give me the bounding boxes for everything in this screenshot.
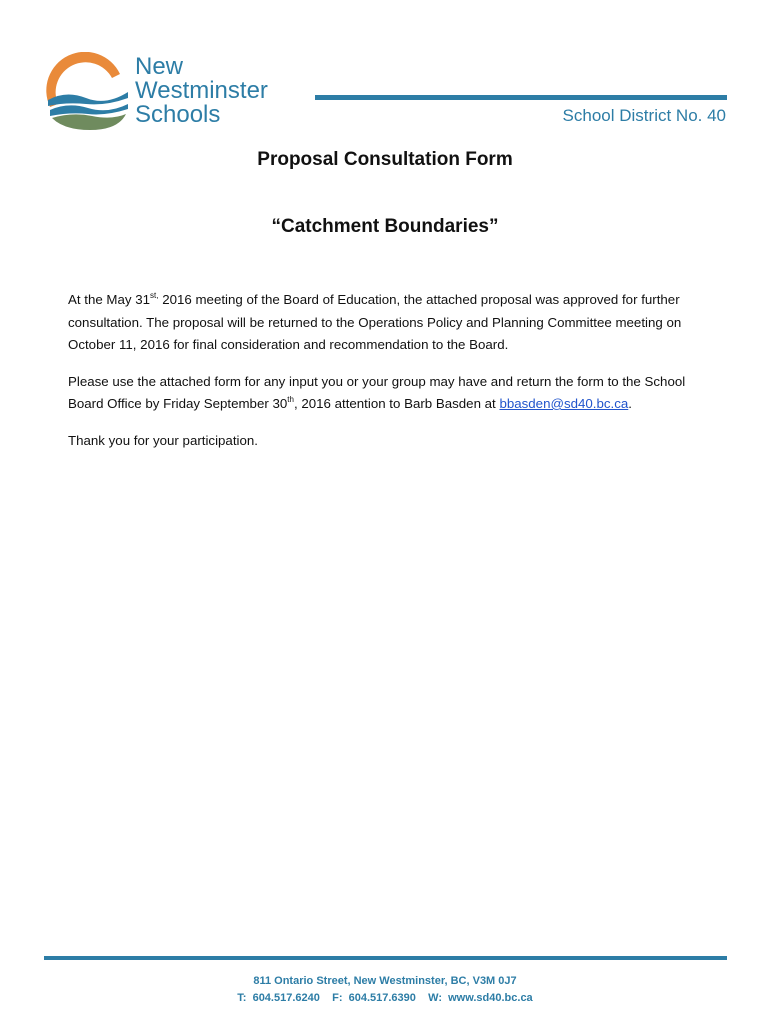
logo-line-1: New — [135, 53, 184, 80]
p1-superscript: st, — [150, 291, 159, 300]
paragraph-3: Thank you for your participation. — [68, 432, 258, 448]
paragraph-2 — [68, 371, 708, 416]
p2-period: . — [628, 396, 632, 411]
p2-text-a: Please use the attached form for any input you or your group may have and return the form to the School Board Office by Friday September 30 — [68, 373, 686, 411]
footer-divider — [44, 956, 727, 960]
email-link[interactable]: bbasden@sd40.bc.ca — [499, 396, 629, 411]
p2-text-b: , 2016 attention to Barb Basden at — [293, 396, 500, 411]
logo-wordmark — [135, 55, 268, 127]
form-subtitle: “Catchment Boundaries” — [271, 216, 499, 237]
footer-contacts — [0, 990, 770, 1007]
p1-text-a: At the May 31 — [68, 292, 151, 307]
footer-fax: F: 604.517.6390 — [332, 992, 416, 1004]
form-title: Proposal Consultation Form — [257, 149, 513, 170]
logo-line-3: Schools — [135, 101, 221, 128]
p2-superscript: th — [287, 395, 294, 404]
district-name: School District No. 40 — [562, 106, 726, 125]
footer — [0, 973, 770, 1007]
logo-line-2: Westminster — [135, 77, 268, 104]
p1-text-b: 2016 meeting of the Board of Education, the attached proposal was approved for further consultation. The proposal will be returned to the Operations Policy and Planning Committee meeting on October 11, 2016 for final consideration and recommendation to the Board. — [68, 292, 682, 352]
paragraph-1 — [68, 289, 708, 357]
header-divider — [315, 95, 727, 100]
footer-address: 811 Ontario Street, New Westminster, BC, V3M 0J7 — [253, 975, 517, 987]
footer-phone: T: 604.517.6240 — [237, 992, 320, 1004]
school-logo — [42, 52, 132, 132]
footer-web: W: www.sd40.bc.ca — [428, 992, 533, 1004]
letter-body — [68, 289, 708, 466]
